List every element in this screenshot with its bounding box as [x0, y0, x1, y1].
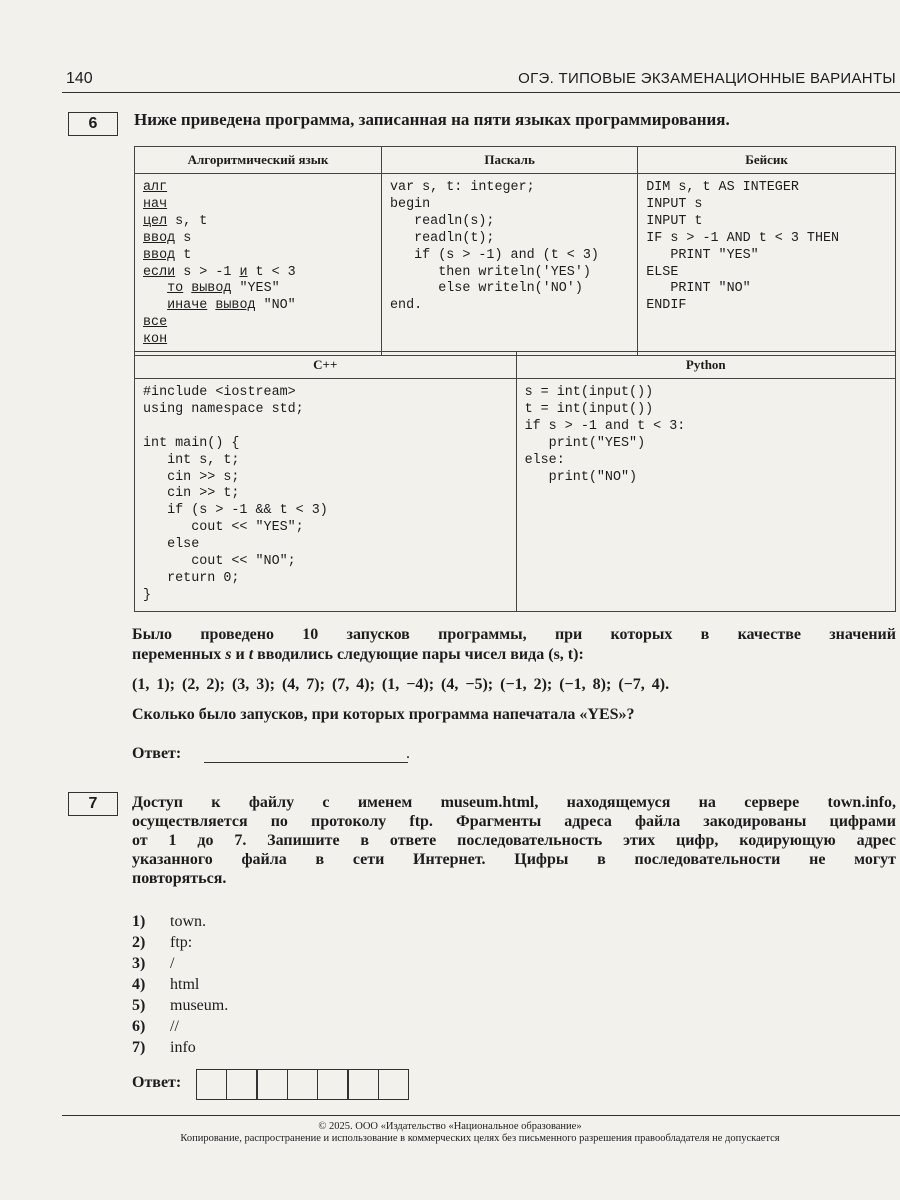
server-name: town.info — [827, 794, 892, 811]
answer-label: Ответ: — [132, 745, 182, 762]
protocol-name: ftp — [409, 813, 429, 830]
answer-cell[interactable] — [317, 1069, 349, 1100]
option-number: 5) — [132, 997, 146, 1014]
desc-text: переменных — [132, 646, 226, 663]
task-7-options — [132, 911, 228, 1058]
pascal-code-cell — [382, 174, 638, 356]
kw-vse: все — [143, 315, 168, 331]
answer-cell[interactable] — [256, 1069, 288, 1100]
answer-label: Ответ: — [132, 1074, 182, 1091]
task-6-desc-line2 — [132, 645, 896, 664]
option-text: / — [170, 955, 175, 972]
kw-inache: иначе — [167, 298, 208, 314]
kw-vvod: ввод — [143, 230, 176, 246]
desc-text: вводились следующие пары чисел вида — [253, 646, 549, 663]
var-t: t — [248, 646, 254, 663]
option-text: // — [170, 1018, 179, 1035]
option-item — [132, 1016, 228, 1037]
code-table-top — [134, 146, 896, 356]
code-table-bottom — [134, 351, 896, 612]
pair-form: (s, t): — [548, 646, 584, 663]
var-s: s — [225, 646, 232, 663]
option-number: 4) — [132, 976, 146, 993]
running-header-title: ОГЭ. ТИПОВЫЕ ЭКЗАМЕНАЦИОННЫЕ ВАРИАНТЫ — [518, 70, 896, 87]
kw-i: и — [239, 264, 248, 280]
algo-text: "YES" — [231, 281, 280, 297]
kw-to: то — [167, 281, 184, 297]
option-item — [132, 953, 228, 974]
answer-cell[interactable] — [378, 1069, 410, 1100]
task-7-answer — [132, 1074, 181, 1092]
task-7-line2 — [132, 812, 896, 831]
kw-vyvod: вывод — [215, 298, 256, 314]
basic-code: DIM s, t AS INTEGER INPUT s INPUT t IF s > -1 AND t < 3 THEN PRINT "YES" ELSE PRINT "NO" ENDIF — [646, 180, 840, 314]
kw-alg: алг — [143, 180, 168, 195]
kw-vyvod: вывод — [191, 281, 232, 297]
task-6-answer — [132, 745, 181, 763]
task-7-line5: повторяться. — [132, 870, 227, 887]
task-7-line3: от 1 до 7. Запишите в ответе последовательность этих цифр, кодирующую адрес — [132, 832, 896, 849]
basic-code-cell — [638, 174, 896, 356]
desc-text: Доступ к файлу с именем — [132, 794, 441, 811]
option-item — [132, 911, 228, 932]
cpp-code: #include <iostream> using namespace std; int main() { int s, t; cin >> s; cin >> t; if (s > -1 && t < 3) cout << "YES"; else cout << "NO"; return 0; } — [143, 385, 328, 603]
task-6-number-box: 6 — [68, 112, 118, 136]
header-divider — [62, 92, 900, 93]
footer-copyright: © 2025. ООО «Издательство «Национальное образование» — [318, 1121, 582, 1132]
option-number: 6) — [132, 1018, 146, 1035]
task-6-answer-line[interactable] — [204, 762, 408, 763]
option-text: info — [170, 1039, 196, 1056]
task-7-line1 — [132, 793, 896, 812]
pascal-code: var s, t: integer; begin readln(s); readln(t); if (s > -1) and (t < 3) then writeln('YES') else writeln('NO') end. — [390, 180, 599, 314]
task-6-question: Сколько было запусков, при которых программа напечатала «YES»? — [132, 706, 635, 723]
answer-cell[interactable] — [287, 1069, 319, 1100]
python-code: s = int(input()) t = int(input()) if s > -1 and t < 3: print("YES") else: print("NO") — [524, 385, 686, 485]
algo-text: s — [175, 230, 192, 246]
kw-esli: если — [143, 264, 176, 280]
task-6-intro: Ниже приведена программа, записанная на пяти языках программирования. — [134, 110, 730, 129]
option-text: html — [170, 976, 200, 993]
kw-vvod: ввод — [143, 247, 176, 263]
algo-text: t — [175, 247, 192, 263]
desc-text: осуществляется по протоколу — [132, 813, 410, 830]
algo-text: t < 3 — [247, 264, 296, 280]
task-7-description — [132, 793, 896, 888]
header-algo: Алгоритмический язык — [135, 147, 382, 174]
task-6-desc-line1: Было проведено 10 запусков программы, при которых в качестве значений — [132, 626, 896, 643]
desc-text: . Фрагменты адреса файла закодированы цифрами — [428, 813, 896, 830]
option-item — [132, 1037, 228, 1058]
option-item — [132, 974, 228, 995]
algo-code-cell — [135, 174, 382, 356]
page-number: 140 — [66, 70, 93, 87]
header-cpp: C++ — [135, 352, 517, 379]
algo-text: s > -1 — [175, 264, 240, 280]
algo-code — [135, 174, 381, 355]
answer-cell[interactable] — [196, 1069, 228, 1100]
option-text: ftp: — [170, 934, 193, 951]
footer-notice: Копирование, распространение и использование в коммерческих целях без письменного разрешения правообладателя не допускается — [180, 1133, 780, 1144]
footer-divider — [62, 1115, 900, 1116]
answer-period: . — [406, 745, 410, 762]
option-number: 1) — [132, 913, 146, 930]
kw-nach: нач — [143, 196, 168, 212]
task-6-description — [132, 625, 896, 664]
file-name: museum.html — [440, 794, 535, 811]
algo-text: "NO" — [255, 298, 296, 314]
header-basic: Бейсик — [638, 147, 896, 174]
desc-text: и — [231, 646, 249, 663]
option-number: 3) — [132, 955, 146, 972]
desc-text: , — [892, 794, 896, 811]
python-code-cell — [516, 379, 895, 612]
algo-text: s, t — [167, 213, 208, 229]
answer-cell[interactable] — [347, 1069, 379, 1100]
option-item — [132, 995, 228, 1016]
answer-grid — [197, 1069, 409, 1100]
kw-cel: цел — [143, 213, 168, 229]
option-number: 2) — [132, 934, 146, 951]
cpp-code-cell — [135, 379, 517, 612]
option-number: 7) — [132, 1039, 146, 1056]
option-item — [132, 932, 228, 953]
header-python: Python — [516, 352, 895, 379]
task-7-line4: указанного файла в сети Интернет. Цифры в последовательности не могут — [132, 851, 896, 868]
header-pascal: Паскаль — [382, 147, 638, 174]
task-6-pairs: (1, 1); (2, 2); (3, 3); (4, 7); (7, 4); (1, −4); (4, −5); (−1, 2); (−1, 8); (−7, 4). — [132, 676, 670, 693]
option-text: town. — [170, 913, 206, 930]
answer-cell[interactable] — [226, 1069, 258, 1100]
kw-kon: кон — [143, 332, 168, 348]
option-text: museum. — [170, 997, 229, 1014]
task-7-number-box: 7 — [68, 792, 118, 816]
desc-text: , находящемуся на сервере — [534, 794, 828, 811]
